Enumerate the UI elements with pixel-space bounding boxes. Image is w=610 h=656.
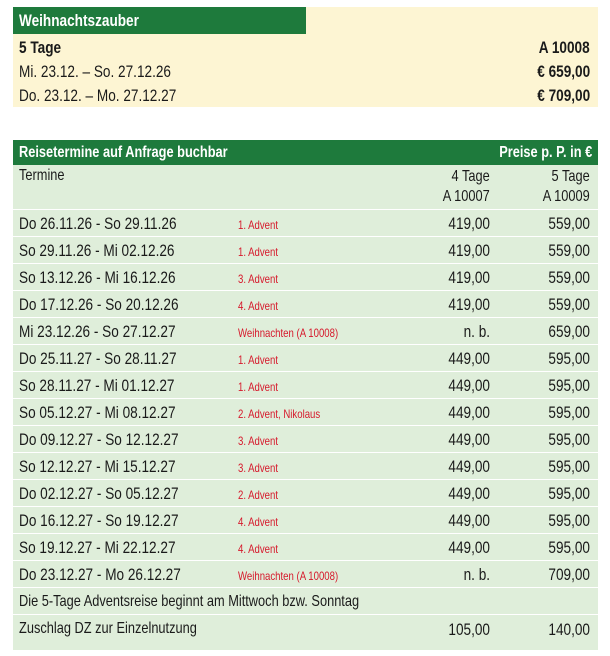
row-price-5: 595,00 <box>548 511 590 530</box>
row-note: 1. Advent <box>238 245 279 259</box>
table-row <box>13 479 598 507</box>
row-date: Do 23.12.27 - Mo 26.12.27 <box>19 565 181 584</box>
offer-title: Weihnachtszauber <box>19 11 139 30</box>
table-row <box>13 533 598 561</box>
offer-price: € 709,00 <box>537 86 590 105</box>
row-note: 4. Advent <box>238 542 279 556</box>
row-price-4: 449,00 <box>448 511 490 530</box>
table-header <box>13 140 598 165</box>
table-row <box>13 344 598 372</box>
price-note: Preise p. P. in € <box>499 144 592 161</box>
row-price-5: 595,00 <box>548 538 590 557</box>
offer-duration: 5 Tage <box>19 38 62 57</box>
table-row <box>13 398 598 426</box>
row-date: So 12.12.27 - Mi 15.12.27 <box>19 457 176 476</box>
row-price-5: 595,00 <box>548 403 590 422</box>
row-price-4: 449,00 <box>448 403 490 422</box>
row-price-5: 559,00 <box>548 214 590 233</box>
row-price-5: 595,00 <box>548 484 590 503</box>
offer-date-row <box>13 84 598 108</box>
row-price-5: 559,00 <box>548 295 590 314</box>
offer-code: A 10008 <box>539 38 590 57</box>
row-price-4: 419,00 <box>448 214 490 233</box>
row-note: 4. Advent <box>238 299 279 313</box>
row-date: So 28.11.27 - Mi 01.12.27 <box>19 376 175 395</box>
row-price-4: 449,00 <box>448 430 490 449</box>
supplement-price-5: 140,00 <box>548 620 590 639</box>
col-termine: Termine <box>19 167 65 184</box>
dates-table <box>13 140 598 650</box>
offer-date-range: Do. 23.12. – Mo. 27.12.27 <box>19 86 177 105</box>
row-date: So 29.11.26 - Mi 02.12.26 <box>19 241 175 260</box>
row-note: 1. Advent <box>238 218 279 232</box>
row-price-4: 449,00 <box>448 376 490 395</box>
row-price-5: 595,00 <box>548 376 590 395</box>
col-5-tage: 5 Tage A 10009 <box>543 168 590 205</box>
row-price-4: n. b. <box>463 322 490 341</box>
row-price-5: 559,00 <box>548 268 590 287</box>
table-row <box>13 317 598 345</box>
col-4-tage: 4 Tage A 10007 <box>443 168 490 205</box>
row-price-5: 709,00 <box>548 565 590 584</box>
supplement-label: Zuschlag DZ zur Einzelnutzung <box>19 620 197 637</box>
row-price-4: 449,00 <box>448 538 490 557</box>
row-price-4: 419,00 <box>448 295 490 314</box>
row-date: Mi 23.12.26 - So 27.12.27 <box>19 322 176 341</box>
row-note: Weihnachten (A 10008) <box>238 569 339 583</box>
footnote-row <box>13 587 598 615</box>
row-note: 3. Advent <box>238 272 279 286</box>
row-price-4: 449,00 <box>448 484 490 503</box>
offer-price: € 659,00 <box>537 62 590 81</box>
supplement-price-4: 105,00 <box>448 620 490 639</box>
footnote-text: Die 5-Tage Adventsreise beginnt am Mittwoch bzw. Sonntag <box>19 593 360 610</box>
row-price-4: 449,00 <box>448 349 490 368</box>
column-headers <box>13 165 598 209</box>
table-row <box>13 560 598 588</box>
offer-date-range: Mi. 23.12. – So. 27.12.26 <box>19 62 171 81</box>
row-note: 1. Advent <box>238 353 279 367</box>
row-date: Do 09.12.27 - So 12.12.27 <box>19 430 179 449</box>
row-price-5: 559,00 <box>548 241 590 260</box>
row-price-5: 659,00 <box>548 322 590 341</box>
row-date: Do 02.12.27 - So 05.12.27 <box>19 484 179 503</box>
row-price-4: 419,00 <box>448 268 490 287</box>
row-date: Do 17.12.26 - So 20.12.26 <box>19 295 179 314</box>
row-note: 4. Advent <box>238 515 279 529</box>
offer-date-row <box>13 60 598 84</box>
table-row <box>13 290 598 318</box>
table-row <box>13 452 598 480</box>
row-date: So 19.12.27 - Mi 22.12.27 <box>19 538 176 557</box>
row-note: 3. Advent <box>238 434 279 448</box>
row-date: Do 26.11.26 - So 29.11.26 <box>19 214 177 233</box>
row-note: Weihnachten (A 10008) <box>238 326 339 340</box>
row-price-4: n. b. <box>463 565 490 584</box>
table-row <box>13 506 598 534</box>
row-note: 2. Advent, Nikolaus <box>238 407 321 421</box>
row-date: So 13.12.26 - Mi 16.12.26 <box>19 268 176 287</box>
row-note: 2. Advent <box>238 488 279 502</box>
table-row <box>13 263 598 291</box>
row-note: 3. Advent <box>238 461 279 475</box>
row-date: Do 25.11.27 - So 28.11.27 <box>19 349 177 368</box>
table-title: Reisetermine auf Anfrage buchbar <box>19 144 228 161</box>
supplement-row <box>13 614 598 642</box>
offer-header <box>13 7 598 34</box>
table-row <box>13 209 598 237</box>
row-price-5: 595,00 <box>548 457 590 476</box>
row-price-4: 419,00 <box>448 241 490 260</box>
table-row <box>13 371 598 399</box>
row-date: So 05.12.27 - Mi 08.12.27 <box>19 403 176 422</box>
row-price-5: 595,00 <box>548 349 590 368</box>
row-price-4: 449,00 <box>448 457 490 476</box>
table-row <box>13 425 598 453</box>
offer-box <box>13 7 598 107</box>
table-row <box>13 236 598 264</box>
row-price-5: 595,00 <box>548 430 590 449</box>
row-date: Do 16.12.27 - So 19.12.27 <box>19 511 179 530</box>
row-note: 1. Advent <box>238 380 279 394</box>
offer-duration-row <box>13 36 598 60</box>
